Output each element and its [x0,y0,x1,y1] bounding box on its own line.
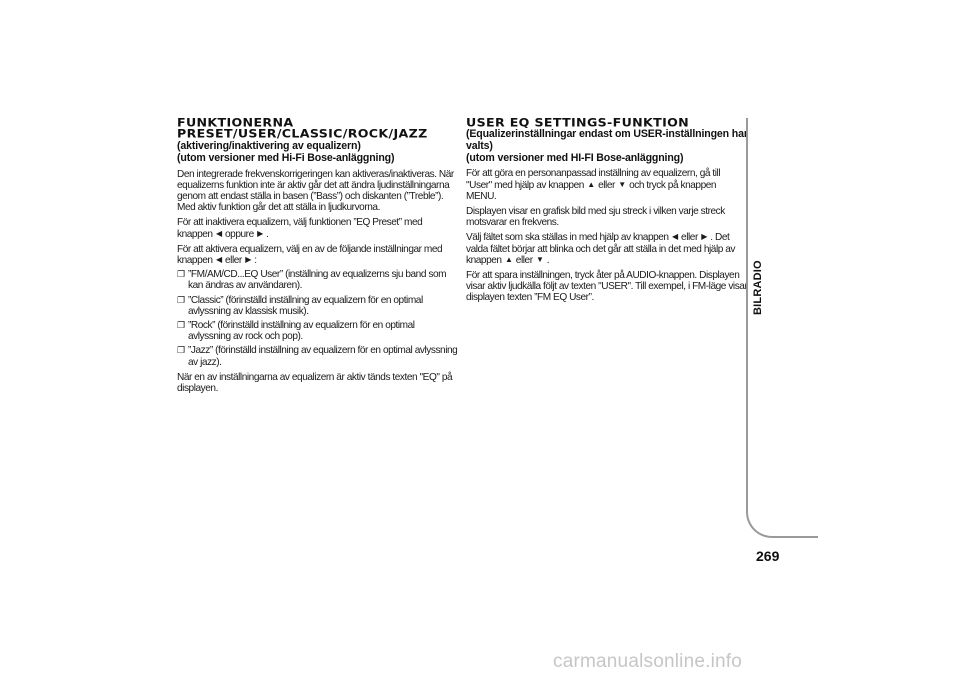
arrow-left-icon: ◀ [215,255,222,265]
right-column [466,117,748,304]
chapter-tab-frame [746,118,818,538]
arrow-right-icon: ▶ [257,228,263,238]
arrow-up-icon: ▲ [504,254,513,264]
checkbox-bullet-icon: ❐ [177,320,185,331]
section-title-user-eq: USER EQ SETTINGS-FUNKTION [466,115,690,130]
text-segment: För att inaktivera equalizern, välj funktionen ”EQ Preset” med knappen [177,217,423,240]
arrow-down-icon: ▼ [535,254,544,264]
text-segment: och tryck på knappen MENU. [466,179,717,202]
page-number: 269 [756,548,780,564]
arrow-down-icon: ▼ [618,179,626,189]
left-column [177,117,459,394]
list-item-text: ”Classic” (förinställd inställning av equalizern för en optimal avlyssning av klassisk musik). [188,294,423,317]
text-segment: . [266,228,269,240]
chapter-tab-label: BILRADIO [752,260,764,316]
arrow-up-icon: ▲ [587,179,595,189]
text-segment: Välj fältet som ska ställas in med hjälp av knappen [466,232,669,244]
text-segment: För att göra en personanpassad inställning av equalizern, gå till "User" med hjälp av knappen [466,168,721,191]
section-title-presets [177,117,459,139]
title-line-1: FUNKTIONERNA [177,115,294,130]
text-segment: eller [681,232,698,244]
section-subtitle-presets [177,141,459,165]
text-segment: oppure [225,228,254,240]
arrow-right-icon: ▶ [701,232,707,242]
text-segment: . Det valda fältet börjar att blinka och det går att ställa in det med hjälp av knappen [466,232,736,266]
text-segment: . [546,254,550,266]
list-item [177,295,459,317]
paragraph-deactivate [177,217,459,239]
list-item [177,320,459,342]
paragraph-save-setting: För att spara inställningen, tryck åter på AUDIO-knappen. Displayen visar aktiv ljudkälla följt av texten "USER". Till exempel, i FM-läge visar displayen texten ”FM EQ User”. [466,270,748,304]
arrow-left-icon: ◀ [671,232,678,242]
section-subtitle-user-eq [466,129,748,164]
paragraph-display-graphic: Displayen visar en grafisk bild med sju streck i vilken varje streck motsvarar en frekvens. [466,206,725,229]
text-segment: För att aktivera equalizern, välj en av de följande inställningar med knappen [177,243,443,267]
list-item-text: ”Rock” (förinställd inställning av equalizern för en optimal avlyssning av rock och pop). [188,320,415,343]
arrow-right-icon: ▶ [245,255,251,265]
paragraph-intro: Den integrerade frekvenskorrigeringen kan aktiveras/inaktiveras. När equalizerns funktion inte är aktiv går det att ändra ljudinställningarna genom att endast ställa in basen (”Bass”) och diskanten (”Treble”). Med aktiv funktion går det att ställa in ljudkurvorna. [177,168,454,214]
subtitle-line-2: (utom versioner med HI-FI Bose-anläggning) [466,151,684,164]
list-item [177,269,459,291]
paragraph-select-field [466,232,748,266]
paragraph-activate [177,244,459,266]
arrow-left-icon: ◀ [215,228,222,238]
title-line-2: PRESET/USER/CLASSIC/ROCK/JAZZ [177,126,428,141]
text-segment: : [254,255,257,267]
paragraph-eq-indicator: När en av inställningarna av equalizern är aktiv tänds texten "EQ" på displayen. [177,371,453,395]
text-segment: eller [515,254,533,266]
list-item-text: ”Jazz” (förinställd inställning av equalizern för en optimal avlyssning av jazz). [188,345,458,368]
text-segment: eller [598,179,615,191]
checkbox-bullet-icon: ❐ [177,269,185,280]
text-segment: eller [225,255,242,267]
subtitle-line-1: (Equalizerinställningar endast om USER-inställningen har valts) [466,128,748,152]
subtitle-line-1: (aktivering/inaktivering av equalizern) [177,140,361,152]
watermark: carmanualsonline.info [553,651,743,672]
checkbox-bullet-icon: ❐ [177,294,185,305]
subtitle-line-2: (utom versioner med Hi-Fi Bose-anläggning) [177,151,395,164]
list-item [177,345,459,367]
paragraph-go-to-user [466,168,748,202]
preset-list [177,269,459,368]
list-item-text: ”FM/AM/CD...EQ User” (inställning av equalizerns sju band som kan ändras av användaren). [188,269,447,292]
checkbox-bullet-icon: ❐ [177,345,185,356]
